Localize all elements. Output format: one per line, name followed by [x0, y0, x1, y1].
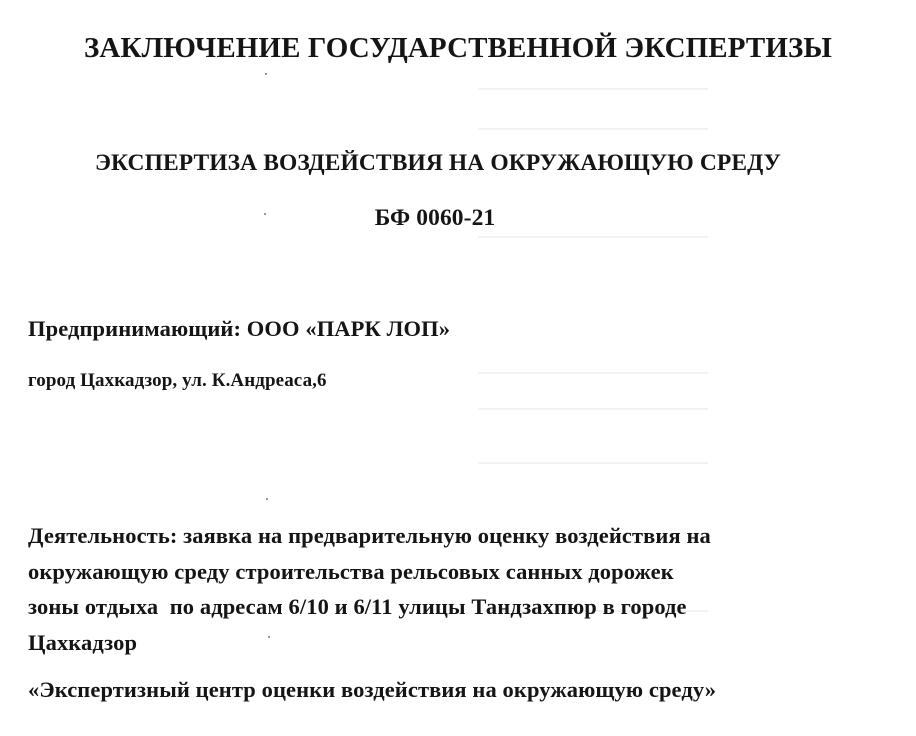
document-subtitle: ЭКСПЕРТИЗА ВОЗДЕЙСТВИЯ НА ОКРУЖАЮЩУЮ СРЕДУ: [94, 150, 782, 176]
activity-line: зоны отдыха по адресам 6/10 и 6/11 улицы Тандзахпюр в городе: [28, 594, 687, 619]
scan-bleed-line: [478, 128, 708, 130]
document-title: ЗАКЛЮЧЕНИЕ ГОСУДАРСТВЕННОЙ ЭКСПЕРТИЗЫ: [84, 32, 832, 64]
scan-bleed-line: [478, 88, 708, 90]
scan-bleed-line: [478, 236, 708, 238]
document-code: БФ 0060-21: [374, 205, 496, 231]
scan-speck: [266, 498, 268, 500]
expert-center-name: «Экспертизный центр оценки воздействия на окружающую среду»: [28, 677, 717, 702]
scan-bleed-line: [478, 372, 708, 374]
activity-paragraph: [28, 518, 888, 660]
scan-speck: [265, 73, 267, 75]
scan-bleed-line: [478, 408, 708, 410]
activity-line: окружающую среду строительства рельсовых санных дорожек: [28, 558, 674, 584]
scan-bleed-line: [478, 462, 708, 464]
activity-line: Цахкадзор: [28, 629, 138, 655]
initiator-line: Предпринимающий: ООО «ПАРК ЛОП»: [28, 316, 451, 341]
address-line: город Цахкадзор, ул. К.Андреаса,6: [28, 370, 327, 391]
activity-line: Деятельность: заявка на предварительную оценку воздействия на: [28, 523, 711, 548]
